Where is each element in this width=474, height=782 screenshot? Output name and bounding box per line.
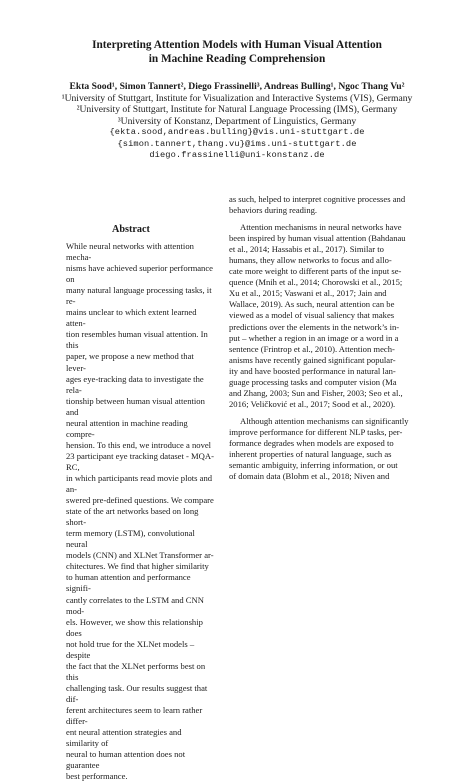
body-line: 2016; Veličković et al., 2017; Sood et al., 2020). (229, 398, 396, 409)
abstract-line: neural to human attention does not guarantee (66, 749, 186, 771)
abstract-line: state of the art networks based on long short- (66, 506, 199, 528)
email-line: {simon.tannert,thang.vu}@ims.uni-stuttgart.de (117, 138, 357, 149)
abstract-line: 23 participant eye tracking dataset - MQA-RC, (66, 450, 214, 472)
affiliation-line: ³University of Konstanz, Department of Linguistics, Germany (117, 115, 357, 127)
affiliation-line: ¹University of Stuttgart, Institute for Visualization and Interactive Systems (VIS), Germany (61, 92, 413, 104)
abstract-line: While neural networks with attention mecha- (66, 241, 194, 263)
abstract-line: chitectures. We find that higher similarity (66, 561, 209, 572)
body-line: ity and have boosted performance in natural lan- (229, 365, 396, 376)
abstract-line: in which participants read movie plots and an- (66, 472, 213, 495)
abstract-line: the fact that the XLNet performs best on this (66, 660, 206, 682)
abstract-line: hension. To this end, we introduce a novel (66, 439, 212, 450)
abstract-line: paper, we propose a new method that lever- (66, 351, 194, 373)
author-block (0, 81, 474, 161)
title-line: Interpreting Attention Models with Human Visual Attention (92, 39, 382, 51)
body-line: viewed as a model of visual saliency that makes (229, 310, 395, 321)
abstract-line: els. However, we show this relationship does (66, 616, 203, 638)
abstract-line: ent neural attention strategies and similarity of (66, 727, 182, 749)
body-line: predictions over the elements in the network’s in- (229, 321, 400, 332)
abstract-line: not hold true for the XLNet models – despite (66, 638, 195, 660)
body-line: put – whether a region in an image or a word in a (229, 332, 399, 343)
abstract-line: ages eye-tracking data to investigate the rela- (66, 373, 204, 395)
body-line: Wallace, 2019). As such, neural attention can be (229, 299, 395, 310)
abstract-line: challenging task. Our results suggest that dif- (66, 682, 208, 704)
body-line: Attention mechanisms in neural networks have (240, 222, 402, 233)
abstract-body (66, 241, 214, 782)
abstract-line: term memory (LSTM), convolutional neural (66, 528, 195, 550)
abstract-line: swered pre-defined questions. We compare (66, 495, 214, 506)
abstract-line: ferent architectures seem to learn rather differ- (66, 704, 203, 727)
abstract-line: many natural language processing tasks, it re- (66, 285, 212, 307)
body-line: cate more weight to different parts of the input se- (229, 266, 402, 277)
body-line: formance degrades when models are exposed to (229, 437, 394, 448)
paper-title (0, 38, 474, 66)
email-line: {ekta.sood,andreas.bulling}@vis.uni-stuttgart.de (109, 127, 365, 138)
author-names: Ekta Sood¹, Simon Tannert², Diego Frassinelli³, Andreas Bulling¹, Ngoc Thang Vu² (69, 81, 405, 92)
body-line: Xu et al., 2015; Vaswani et al., 2017; Jain and (229, 288, 387, 299)
affiliation-line: ²University of Stuttgart, Institute for Natural Language Processing (IMS), Germany (76, 104, 398, 116)
body-line: anisms have recently gained significant popular- (229, 354, 396, 365)
abstract-line: tionship between human visual attention and (66, 395, 205, 417)
abstract-heading: Abstract (112, 224, 150, 235)
body-line: inherent properties of natural language, such as (229, 449, 392, 460)
body-line: improve performance for different NLP tasks, per- (229, 426, 403, 437)
introduction-body (229, 194, 435, 482)
abstract-line: cantly correlates to the LSTM and CNN mod- (66, 594, 204, 616)
abstract-line: tion resembles human visual attention. In this (66, 329, 208, 351)
body-line: et al., 2014; Hassabis et al., 2017). Similar to (229, 244, 384, 255)
body-line: been inspired by human visual attention (Bahdanau (229, 233, 406, 244)
email-line: diego.frassinelli@uni-konstanz.de (149, 149, 325, 160)
body-line: and Zhang, 2003; Sun and Fisher, 2003; Seo et al., (229, 387, 403, 398)
body-line: quence (Mnih et al., 2014; Chorowski et al., 2015; (229, 277, 403, 288)
body-line: behaviors during reading. (229, 205, 318, 216)
abstract-line: best performance. (66, 771, 128, 782)
abstract-line: nisms have achieved superior performance on (66, 263, 213, 285)
body-line: semantic ambiguity, inferring information, or out (229, 460, 398, 471)
abstract-line: models (CNN) and XLNet Transformer ar- (66, 550, 214, 561)
abstract-line: neural attention in machine reading compre- (66, 417, 188, 439)
body-line: as such, helped to interpret cognitive processes and (229, 194, 406, 204)
title-line: in Machine Reading Comprehension (148, 53, 326, 65)
body-line: of domain data (Blohm et al., 2018; Niven and (229, 471, 390, 482)
body-line: humans, they allow networks to focus and allo- (229, 255, 392, 266)
body-line: sentence (Frintrop et al., 2010). Attention mech- (229, 343, 395, 354)
body-line: guage processing tasks and computer vision (Ma (229, 376, 397, 387)
body-line: Although attention mechanisms can significantly (240, 415, 409, 426)
abstract-line: mains unclear to which extent learned atten- (66, 307, 197, 329)
abstract-line: to human attention and performance signifi- (66, 572, 191, 594)
